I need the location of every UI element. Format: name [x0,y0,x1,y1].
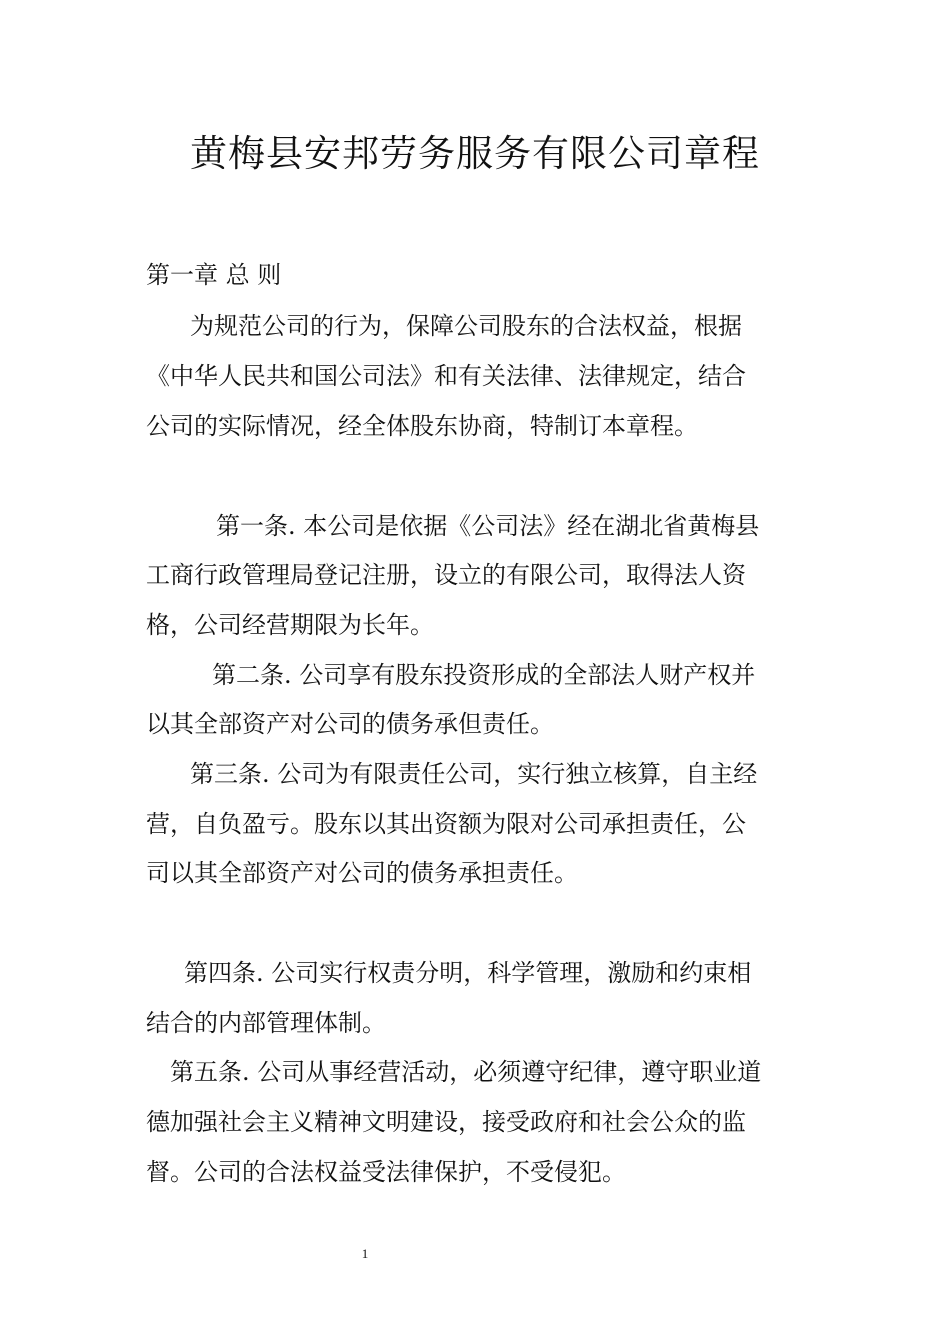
article-2-line-1: 第二条. 公司享有股东投资形成的全部法人财产权并 [212,661,756,689]
document-title: 黄梅县安邦劳务服务有限公司章程 [190,132,760,175]
article-4-line-2: 结合的内部管理体制。 [146,1009,386,1037]
article-1-line-1: 第一条. 本公司是依据《公司法》经在湖北省黄梅县 [216,512,760,540]
article-3-line-3: 司以其全部资产对公司的债务承担责任。 [146,859,578,887]
article-2-line-2: 以其全部资产对公司的债务承但责任。 [146,710,554,738]
article-4-line-1: 第四条. 公司实行权责分明，科学管理，激励和约束相 [184,959,752,987]
article-1-line-3: 格，公司经营期限为长年。 [146,611,434,639]
preamble-line-1: 为规范公司的行为，保障公司股东的合法权益，根据 [190,312,742,340]
page-number: 1 [361,1246,369,1261]
article-1-line-2: 工商行政管理局登记注册，设立的有限公司，取得法人资 [146,561,746,589]
article-3-line-2: 营，自负盈亏。股东以其出资额为限对公司承担责任，公 [146,810,746,838]
article-5-line-1: 第五条. 公司从事经营活动，必须遵守纪律，遵守职业道 [170,1058,762,1086]
preamble-line-2: 《中华人民共和国公司法》和有关法律、法律规定，结合 [146,362,746,390]
chapter-heading: 第一章 总 则 [146,261,282,289]
article-3-line-1: 第三条. 公司为有限责任公司，实行独立核算，自主经 [190,760,758,788]
article-5-line-3: 督。公司的合法权益受法律保护，不受侵犯。 [146,1158,626,1186]
preamble-line-3: 公司的实际情况，经全体股东协商，特制订本章程。 [146,412,698,440]
article-5-line-2: 德加强社会主义精神文明建设，接受政府和社会公众的监 [146,1108,746,1136]
